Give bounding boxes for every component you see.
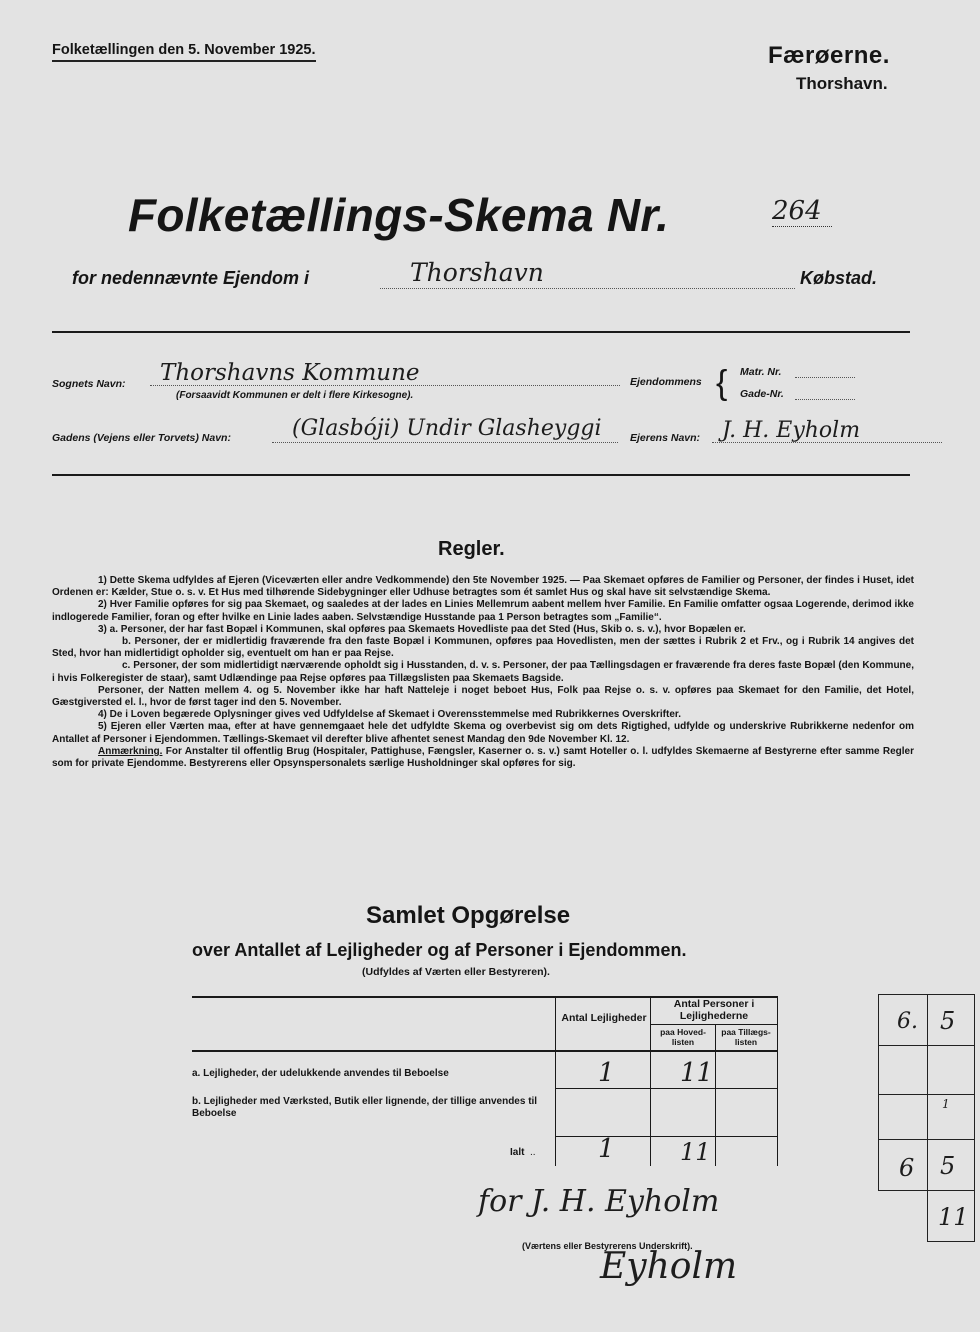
tally-r3-a (878, 1094, 928, 1140)
gade-label: Gade-Nr. (740, 388, 784, 400)
table-vline-4 (777, 996, 778, 1166)
tally-r5-b (927, 1190, 975, 1242)
form-title: Folketællings-Skema Nr. (128, 189, 670, 241)
owner-value: J. H. Eyholm (722, 418, 861, 443)
owner-label: Ejerens Navn: (630, 432, 701, 444)
rules-heading: Regler. (438, 538, 505, 560)
rule-4: 4) De i Loven begærede Oplysninger gives ved Udfyldelse af Skemaet i Overensstemmelse med Rubrikkernes Overskrifter. (98, 709, 682, 721)
parish-label: Sognets Navn: (52, 378, 126, 390)
table-vline-1 (555, 996, 556, 1166)
region-label: Færøerne. (768, 42, 890, 69)
census-date-header: Folketællingen den 5. November 1925. (52, 42, 316, 62)
rule-2: 2) Hver Familie opføres for sig paa Skemaet, og saaledes at der lades en Linies Mellemrum aabent mellem hver Familie. En Familie omfatter ogsaa Logerende, derimod ikke indlogerede Familier, foran og efter hvilke en Linie lades aaben. Selvstændige Husstande paa 1 Person betragtes som „Familie“. (52, 599, 914, 623)
tally-r1-a (878, 994, 928, 1046)
rule-5: 5) Ejeren eller Værten maa, efter at have gennemgaaet hele det udfyldte Skema og overbevist sig om dets Rigtighed, udfylde og underskrive Rubrikkerne nedenfor om Antallet af Personer i Ejendommen. Tællings-Skemaet vil derefter blive afhentet senest Mandag den 9de November Kl. 12. (52, 721, 914, 745)
form-number: 264 (772, 196, 832, 227)
rule-3c: c. Personer, der som midlertidigt nærværende opholdt sig i Husstanden, d. v. s. Personer, der paa Tællingsdagen er fraværende fra deres faste Bopæl (den Kommune, i hvis Folkeregister de staar), samt Udlændinge paa Rejse opføres paa Tillægslisten paa Skemaets Bagside. (52, 660, 914, 684)
tally-r4-b-value: 11 (938, 1203, 969, 1231)
parish-note: (Forsaavidt Kommunen er delt i flere Kirkesogne). (176, 390, 414, 401)
tally-r3-b-value: 5 (940, 1152, 956, 1180)
tally-r1-a-value: 6. (897, 1009, 918, 1034)
form-subtitle-place: Thorshavn (410, 258, 544, 287)
rules-text (52, 575, 914, 770)
rule-3d: Personer, der Natten mellem 4. og 5. November ikke har haft Natteleje i noget beboet Hus, Folk paa Rejse o. s. v. opføres paa Skemaet for den Familie, det Hotel, Gæstgiversted el. l., hvor de først tager ind den 5. November. (52, 684, 914, 709)
summary-subtitle: over Antallet af Lejligheder og af Personer i Ejendommen. (192, 940, 687, 960)
table-hline-persons (650, 1024, 778, 1025)
street-label: Gadens (Vejens eller Torvets) Navn: (52, 432, 231, 444)
tally-r1-b (927, 994, 975, 1046)
tally-r2-b (927, 1045, 975, 1095)
row-a-label: a. Lejligheder, der udelukkende anvendes til Beboelse (192, 1068, 449, 1079)
col-main-header: paa Hoved-listen (660, 1027, 706, 1047)
top-divider (52, 331, 910, 333)
form-subtitle-suffix: Købstad. (800, 268, 878, 288)
table-vline-2 (650, 996, 651, 1166)
property-label: Ejendommens (630, 376, 702, 388)
rule-note (52, 746, 914, 770)
row-total-label: Ialt (510, 1147, 525, 1158)
fields-divider (52, 474, 910, 476)
tally-r4-b (927, 1139, 975, 1191)
table-header-rule (192, 1050, 778, 1052)
row-a-apartments: 1 (598, 1058, 615, 1088)
tally-r2-a (878, 1045, 928, 1095)
matr-underline (795, 377, 855, 378)
street-value: (Glasbóji) Undir Glasheyggi (292, 416, 602, 441)
col-persons-header: Antal Personer i Lejlighederne (673, 998, 755, 1022)
row-total-dots: .. (530, 1147, 536, 1158)
note-text: For Anstalter til offentlig Brug (Hospitaler, Pattighuse, Fængsler, Kaserner o. s. v.) samt Hoteller o. l. udfyldes Skemaerne af Bestyrerne efter samme Regler som for private Ejendomme. Bestyrerens eller Opsynspersonalets særlige Husholdninger skal opføres for sig. (52, 745, 914, 770)
parish-underline (150, 385, 620, 386)
total-apartments: 1 (598, 1134, 615, 1164)
tally-r4-a (878, 1139, 928, 1191)
signature-name: Eyholm (600, 1246, 738, 1287)
row-b-label: b. Lejligheder med Værksted, Butik eller lignende, der tillige anvendes til Beboelse (192, 1096, 538, 1119)
row-a-main: 11 (680, 1058, 714, 1088)
gade-underline (795, 399, 855, 400)
rule-3b: b. Personer, der er midlertidig fraværende fra den faste Bopæl i Kommunen, opføres paa Hovedlisten, men der sættes i Rubrik 2 et Frv., og i Rubrik 14 angives det Sted, hvor han midlertidigt opholder sig, eventuelt om han er paa Rejse. (52, 636, 914, 660)
signature-for: for J. H. Eyholm (478, 1184, 720, 1219)
tally-r1-b-value: 5 (940, 1007, 956, 1035)
rule-3a: 3) a. Personer, der har fast Bopæl i Kommunen, skal opføres paa Skemaets Hovedliste paa det Sted (Hus, Skib o. s. v.), hvor Bopælen er. (98, 623, 746, 635)
rule-1: 1) Dette Skema udfyldes af Ejeren (Viceværten eller andre Vedkommende) den 5te November 1925. — Paa Skemaet opføres de Familier og Personer, der findes i Huset, idet Ordenen er: Kælder, Stue o. s. v. Et Hus med tilhørende Sidebygninger eller Udhuse betragtes som ét samlet Hus og skal have sit selvstændige Skema. (52, 575, 914, 599)
col-apartments-header: Antal Lejligheder (561, 1012, 647, 1024)
col-supp-header: paa Tillægs-listen (721, 1027, 771, 1047)
total-main: 11 (680, 1138, 711, 1166)
form-subtitle-prefix: for nedennævnte Ejendom i (72, 268, 310, 288)
tally-r3-b (927, 1094, 975, 1140)
table-row-rule-1 (555, 1088, 777, 1089)
property-brace: { (716, 364, 728, 402)
place-underline (380, 288, 795, 289)
tally-r3-a-value: 6 (899, 1154, 915, 1182)
matr-label: Matr. Nr. (740, 366, 782, 378)
signature-caption: (Værtens eller Bestyrerens Underskrift). (522, 1241, 693, 1251)
table-row-rule-2 (555, 1136, 777, 1137)
street-underline (272, 442, 618, 443)
parish-value: Thorshavns Kommune (160, 360, 420, 386)
note-label: Anmærkning. (98, 745, 163, 757)
owner-underline (712, 442, 942, 443)
summary-title: Samlet Opgørelse (366, 902, 571, 929)
town-label: Thorshavn. (796, 74, 888, 93)
tally-r2-b-value: 1 (942, 1097, 950, 1111)
summary-instruction: (Udfyldes af Værten eller Bestyreren). (362, 966, 550, 978)
